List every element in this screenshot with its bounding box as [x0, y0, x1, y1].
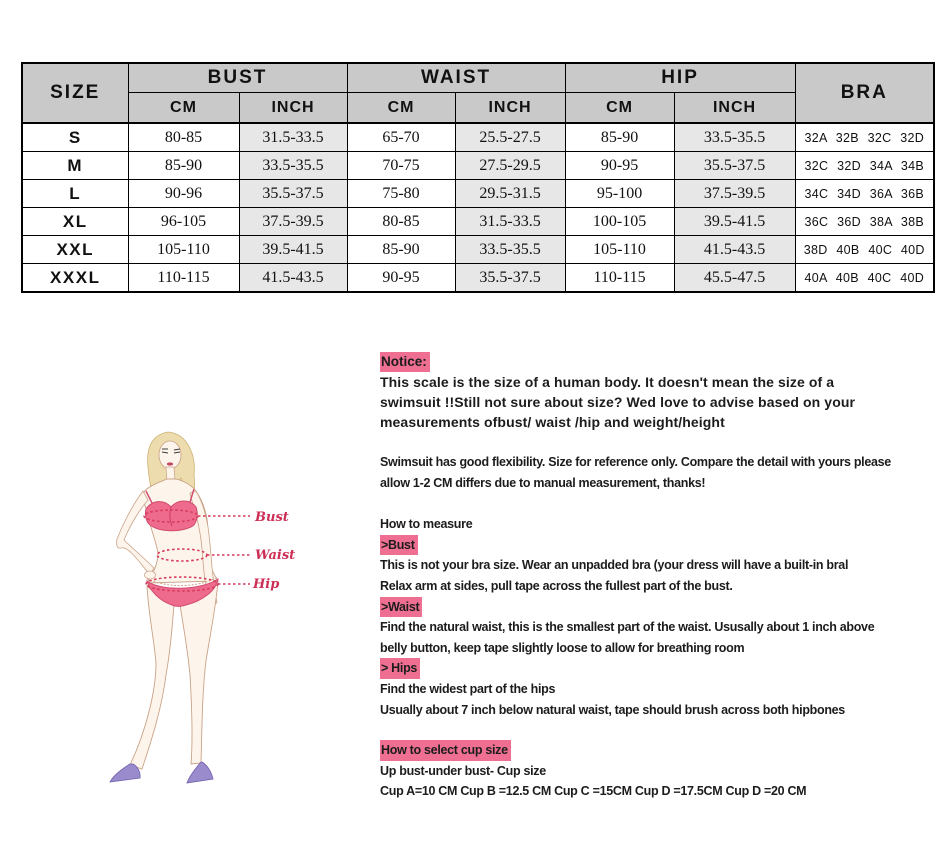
cell-hip-inch: 39.5-41.5	[674, 208, 795, 236]
hips-heading: > Hips	[380, 658, 420, 679]
notice-text-line: measurements ofbust/ waist /hip and weight/height	[380, 414, 725, 430]
cell-size: XL	[22, 208, 128, 236]
cell-waist-inch: 27.5-29.5	[455, 152, 565, 180]
notice-heading-line	[380, 352, 950, 372]
cell-hip-inch: 37.5-39.5	[674, 180, 795, 208]
cell-bust-cm: 96-105	[128, 208, 239, 236]
col-header-hip: HIP	[565, 63, 795, 93]
cell-size: S	[22, 123, 128, 152]
size-chart-table	[21, 62, 935, 293]
cell-bust-cm: 90-96	[128, 180, 239, 208]
table-row	[22, 264, 934, 293]
bust-heading: >Bust	[380, 535, 418, 556]
flexibility-text-line: Swimsuit has good flexibility. Size for reference only. Compare the detail with yours please	[380, 455, 891, 469]
measurement-figure	[90, 415, 380, 835]
cell-size: L	[22, 180, 128, 208]
cell-size: XXL	[22, 236, 128, 264]
cup-size-heading: How to select cup size	[380, 740, 511, 761]
cell-waist-cm: 75-80	[347, 180, 455, 208]
cell-waist-cm: 85-90	[347, 236, 455, 264]
bust-text-line: Relax arm at sides, pull tape across the fullest part of the bust.	[380, 578, 733, 593]
table-row	[22, 236, 934, 264]
cell-hip-cm: 95-100	[565, 180, 674, 208]
cell-hip-cm: 105-110	[565, 236, 674, 264]
cup-size-text-line: Up bust-under bust- Cup size	[380, 763, 546, 778]
left-leg-sketch	[130, 585, 174, 769]
notice-text-line: This scale is the size of a human body. It doesn't mean the size of a	[380, 374, 835, 390]
cell-bust-inch: 31.5-33.5	[239, 123, 347, 152]
cell-bust-inch: 39.5-41.5	[239, 236, 347, 264]
cell-bust-cm: 105-110	[128, 236, 239, 264]
bust-heading-line	[380, 535, 950, 556]
hips-text-line: Usually about 7 inch below natural waist, tape should brush across both hipbones	[380, 702, 845, 717]
cell-size: M	[22, 152, 128, 180]
right-leg-sketch	[180, 581, 218, 764]
cell-size: XXXL	[22, 264, 128, 293]
bust-text-line: This is not your bra size. Wear an unpadded bra (your dress will have a built-in bral	[380, 558, 849, 573]
cell-bust-inch: 37.5-39.5	[239, 208, 347, 236]
cell-bra: 34C 34D 36A 36B	[795, 180, 934, 208]
lips-sketch	[167, 462, 173, 465]
left-shoe-sketch	[110, 764, 140, 782]
col-header-bra: BRA	[795, 63, 934, 123]
col-header-waist-cm: CM	[347, 93, 455, 124]
size-notes	[380, 352, 950, 802]
cell-waist-inch: 35.5-37.5	[455, 264, 565, 293]
waist-heading: >Waist	[380, 597, 422, 618]
cell-waist-inch: 25.5-27.5	[455, 123, 565, 152]
body-sketch-illustration	[90, 415, 380, 835]
col-header-bust-cm: CM	[128, 93, 239, 124]
cell-bust-cm: 110-115	[128, 264, 239, 293]
left-hand-sketch	[145, 571, 156, 579]
cell-bra: 32C 32D 34A 34B	[795, 152, 934, 180]
waist-heading-line	[380, 597, 950, 618]
cell-waist-cm: 65-70	[347, 123, 455, 152]
cell-hip-cm: 110-115	[565, 264, 674, 293]
waist-text-line: belly button, keep tape slightly loose to allow for breathing room	[380, 640, 745, 655]
hip-measure-label: Hip	[253, 577, 280, 592]
hips-text-line: Find the widest part of the hips	[380, 681, 556, 696]
waist-text-line: Find the natural waist, this is the smallest part of the waist. Ususally about 1 inch above	[380, 620, 875, 635]
table-row	[22, 208, 934, 236]
cell-waist-cm: 80-85	[347, 208, 455, 236]
right-shoe-sketch	[187, 762, 213, 783]
cell-hip-inch: 33.5-35.5	[674, 123, 795, 152]
cell-hip-cm: 100-105	[565, 208, 674, 236]
cup-size-heading-line	[380, 740, 950, 761]
table-row	[22, 152, 934, 180]
cell-waist-inch: 33.5-35.5	[455, 236, 565, 264]
cell-bra: 32A 32B 32C 32D	[795, 123, 934, 152]
col-header-waist-inch: INCH	[455, 93, 565, 124]
col-header-waist: WAIST	[347, 63, 565, 93]
how-to-measure-heading: How to measure	[380, 517, 473, 532]
cell-waist-inch: 31.5-33.5	[455, 208, 565, 236]
cell-bust-cm: 85-90	[128, 152, 239, 180]
cell-bust-cm: 80-85	[128, 123, 239, 152]
cell-hip-inch: 45.5-47.5	[674, 264, 795, 293]
cell-waist-cm: 90-95	[347, 264, 455, 293]
cell-bust-inch: 33.5-35.5	[239, 152, 347, 180]
cell-hip-inch: 41.5-43.5	[674, 236, 795, 264]
notice-text-line: swimsuit !!Still not sure about size? Wed love to advise based on your	[380, 394, 856, 410]
bust-measure-label: Bust	[255, 510, 289, 525]
col-header-size: SIZE	[22, 63, 128, 123]
cell-bra: 36C 36D 38A 38B	[795, 208, 934, 236]
flexibility-text-line: allow 1-2 CM differs due to manual measurement, thanks!	[380, 475, 706, 490]
cell-bust-inch: 41.5-43.5	[239, 264, 347, 293]
cell-hip-cm: 85-90	[565, 123, 674, 152]
col-header-hip-inch: INCH	[674, 93, 795, 124]
cell-bra: 40A 40B 40C 40D	[795, 264, 934, 293]
table-row	[22, 180, 934, 208]
col-header-bust-inch: INCH	[239, 93, 347, 124]
cell-hip-cm: 90-95	[565, 152, 674, 180]
cup-size-text-line: Cup A=10 CM Cup B =12.5 CM Cup C =15CM Cup D =17.5CM Cup D =20 CM	[380, 784, 807, 799]
col-header-bust: BUST	[128, 63, 347, 93]
waist-measure-label: Waist	[255, 548, 296, 563]
cell-waist-inch: 29.5-31.5	[455, 180, 565, 208]
cell-bra: 38D 40B 40C 40D	[795, 236, 934, 264]
cell-hip-inch: 35.5-37.5	[674, 152, 795, 180]
table-row	[22, 123, 934, 152]
notice-heading: Notice:	[380, 352, 430, 372]
table-header-row-groups	[22, 63, 934, 93]
cell-waist-cm: 70-75	[347, 152, 455, 180]
col-header-hip-cm: CM	[565, 93, 674, 124]
hips-heading-line	[380, 658, 950, 679]
cell-bust-inch: 35.5-37.5	[239, 180, 347, 208]
